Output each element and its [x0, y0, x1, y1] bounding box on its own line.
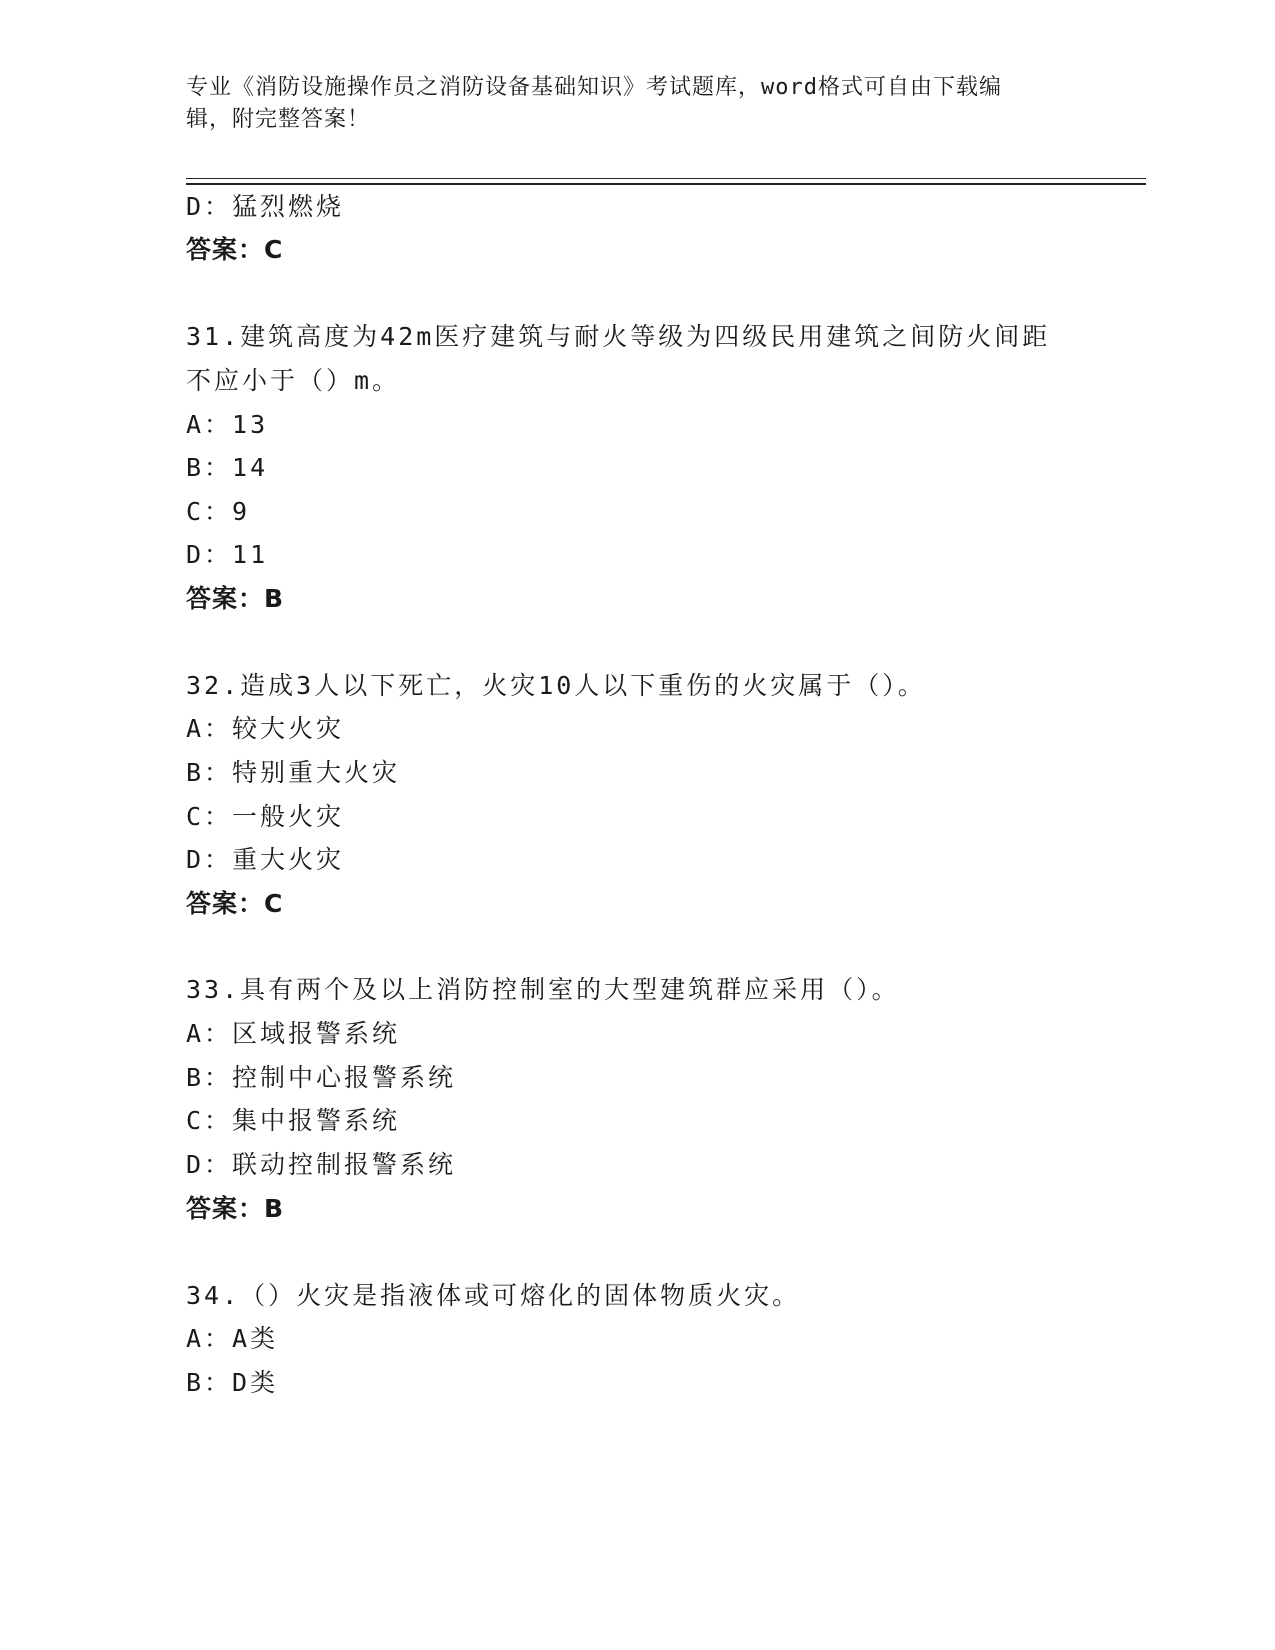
question-32-stem: 32.造成3人以下死亡，火灾10人以下重伤的火灾属于（）。	[186, 671, 926, 700]
question-31-answer: 答案：B	[186, 584, 285, 613]
prev-answer: 答案：C	[186, 235, 284, 264]
question-33-answer: 答案：B	[186, 1194, 285, 1223]
question-33-option-c: C：集中报警系统	[186, 1106, 401, 1135]
header-line-2: 辑，附完整答案！	[186, 107, 371, 132]
question-32-option-c: C：一般火灾	[186, 802, 345, 831]
question-31-stem-line-1: 31.建筑高度为42m医疗建筑与耐火等级为四级民用建筑之间防火间距	[186, 322, 1051, 351]
header-divider-top	[186, 178, 1146, 179]
question-32-option-a: A：较大火灾	[186, 714, 345, 743]
question-32-option-d: D：重大火灾	[186, 845, 345, 874]
question-34-option-b: B：D类	[186, 1368, 279, 1397]
question-33-stem: 33.具有两个及以上消防控制室的大型建筑群应采用（）。	[186, 975, 900, 1004]
question-32-option-b: B：特别重大火灾	[186, 758, 401, 787]
question-31-stem-line-2: 不应小于（）m。	[186, 366, 401, 395]
header-divider-bottom	[186, 183, 1146, 185]
header-line-1: 专业《消防设施操作员之消防设备基础知识》考试题库，word格式可自由下载编	[186, 75, 1002, 100]
question-33-option-d: D：联动控制报警系统	[186, 1150, 457, 1179]
question-31-option-b: B：14	[186, 453, 269, 482]
question-31-option-c: C：9	[186, 497, 251, 526]
prev-option-d: D：猛烈燃烧	[186, 192, 345, 221]
question-31-option-a: A：13	[186, 410, 269, 439]
question-31-option-d: D：11	[186, 540, 269, 569]
question-34-option-a: A：A类	[186, 1324, 279, 1353]
question-33-option-b: B：控制中心报警系统	[186, 1063, 457, 1092]
page-header	[186, 72, 1066, 136]
question-32-answer: 答案：C	[186, 889, 284, 918]
question-33-option-a: A：区域报警系统	[186, 1019, 401, 1048]
question-34-stem: 34.（）火灾是指液体或可熔化的固体物质火灾。	[186, 1281, 801, 1310]
